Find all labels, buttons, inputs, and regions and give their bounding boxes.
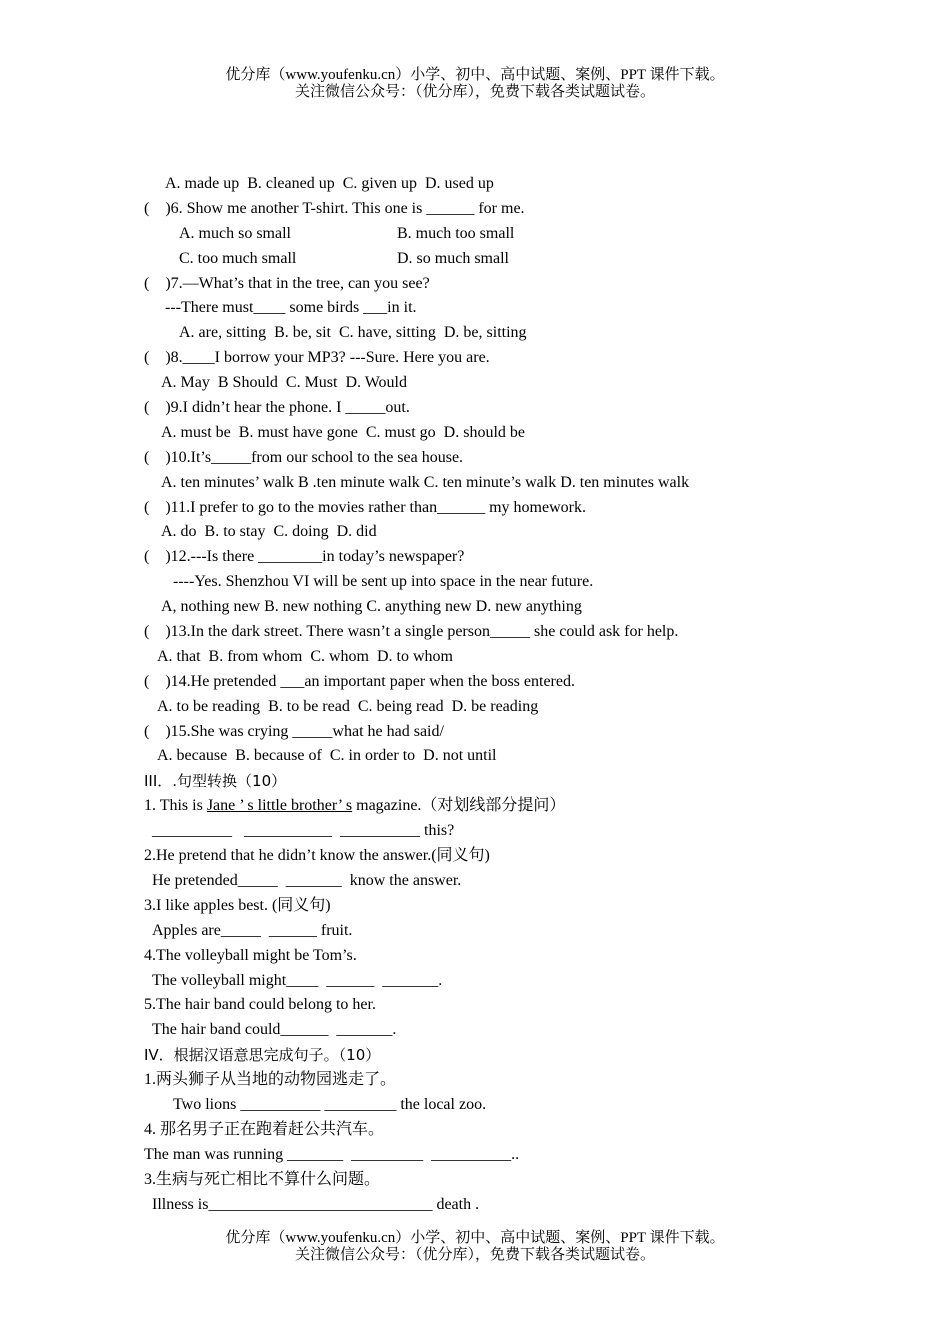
q14-stem: ( )14.He pretended ___an important paper when the boss entered. — [144, 672, 575, 690]
s3-item-3-answer: Apples are_____ ______ fruit. — [152, 921, 353, 939]
q11-options: A. do B. to stay C. doing D. did — [161, 523, 377, 541]
section-4-title: IV．根据汉语意思完成句子。（10） — [144, 1046, 381, 1065]
header-line-2: 关注微信公众号：（优分库），免费下载各类试题试卷。 — [294, 84, 655, 100]
s3-item-2: 2.He pretend that he didn’t know the answer.(同义句) — [144, 847, 490, 865]
q14-options: A. to be reading B. to be read C. being read D. be reading — [157, 697, 539, 715]
q5-options: A. made up B. cleaned up C. given up D. used up — [165, 175, 494, 192]
exam-content — [144, 172, 844, 1217]
q9-stem: ( )9.I didn’t hear the phone. I _____out. — [144, 399, 410, 417]
q6-options-row2 — [144, 247, 844, 272]
s3-item-4: 4.The volleyball might be Tom’s. — [144, 946, 357, 964]
q15-stem: ( )15.She was crying _____what he had said/ — [144, 722, 444, 740]
s3-item-1-underlined: Jane ’ s little brother’ s — [206, 797, 353, 815]
q15-options: A. because B. because of C. in order to D. not until — [157, 747, 497, 765]
q12-options: A, nothing new B. new nothing C. anything new D. new anything — [161, 598, 582, 616]
q9-options: A. must be B. must have gone C. must go D. should be — [161, 423, 525, 441]
s3-item-2-answer: He pretended_____ _______ know the answer. — [152, 871, 462, 889]
q6-option-c: C. too much small — [179, 249, 297, 267]
s4-item-1: 1.两头狮子从当地的动物园逃走了。 — [144, 1071, 397, 1089]
q6-option-a: A. much so small — [179, 224, 291, 242]
s3-item-4-answer: The volleyball might____ ______ _______. — [152, 971, 443, 989]
s4-item-2: 4. 那名男子正在跑着赶公共汽车。 — [144, 1120, 385, 1138]
s3-item-5-answer: The hair band could______ _______. — [152, 1021, 397, 1039]
q6-options-row1 — [144, 222, 844, 247]
q6-option-b: B. much too small — [397, 224, 515, 242]
s3-item-1 — [144, 794, 844, 819]
q10-options: A. ten minutes’ walk B .ten minute walk C. ten minute’s walk D. ten minutes walk — [161, 473, 690, 491]
header-line-1: 优分库（www.youfenku.cn）小学、初中、高中试题、案例、PPT 课件下载。 — [225, 67, 725, 83]
q11-stem: ( )11.I prefer to go to the movies rather than______ my homework. — [144, 498, 586, 516]
s4-item-1-answer: Two lions __________ _________ the local zoo. — [173, 1095, 487, 1113]
q7-stem-2: ---There must____ some birds ___in it. — [165, 299, 417, 317]
s4-item-3-answer: Illness is____________________________ death . — [152, 1195, 480, 1213]
page-footer — [0, 1230, 950, 1264]
footer-line-1: 优分库（www.youfenku.cn）小学、初中、高中试题、案例、PPT 课件下载。 — [225, 1230, 725, 1246]
q12-stem-2: ----Yes. Shenzhou VI will be sent up into space in the near future. — [173, 573, 594, 591]
q10-stem: ( )10.It’s_____from our school to the sea house. — [144, 448, 464, 466]
q7-stem: ( )7.—What’s that in the tree, can you see? — [144, 274, 430, 292]
q8-options: A. May B Should C. Must D. Would — [161, 374, 407, 392]
q6-option-d: D. so much small — [397, 249, 509, 267]
q8-stem: ( )8.____I borrow your MP3? ---Sure. Here you are. — [144, 349, 490, 367]
s4-item-2-answer: The man was running _______ _________ __________.. — [144, 1145, 520, 1163]
q13-stem: ( )13.In the dark street. There wasn’t a single person_____ she could ask for help. — [144, 623, 679, 641]
page-header — [0, 67, 950, 101]
q12-stem: ( )12.---Is there ________in today’s newspaper? — [144, 548, 465, 566]
q13-options: A. that B. from whom C. whom D. to whom — [157, 647, 453, 665]
q7-options: A. are, sitting B. be, sit C. have, sitting D. be, sitting — [179, 324, 527, 342]
s3-item-3: 3.I like apples best. (同义句) — [144, 896, 331, 914]
section-3-title: III．.句型转换（10） — [144, 772, 287, 791]
s3-item-1-suffix: magazine.（对划线部分提问） — [352, 797, 566, 815]
s3-item-1-answer: __________ ___________ __________ this? — [152, 822, 455, 840]
footer-line-2: 关注微信公众号：（优分库），免费下载各类试题试卷。 — [294, 1247, 655, 1263]
s4-item-3: 3.生病与死亡相比不算什么问题。 — [144, 1170, 381, 1188]
s3-item-5: 5.The hair band could belong to her. — [144, 996, 376, 1014]
q6-stem: ( )6. Show me another T-shirt. This one is ______ for me. — [144, 199, 525, 217]
s3-item-1-prefix: 1. This is — [144, 797, 207, 815]
